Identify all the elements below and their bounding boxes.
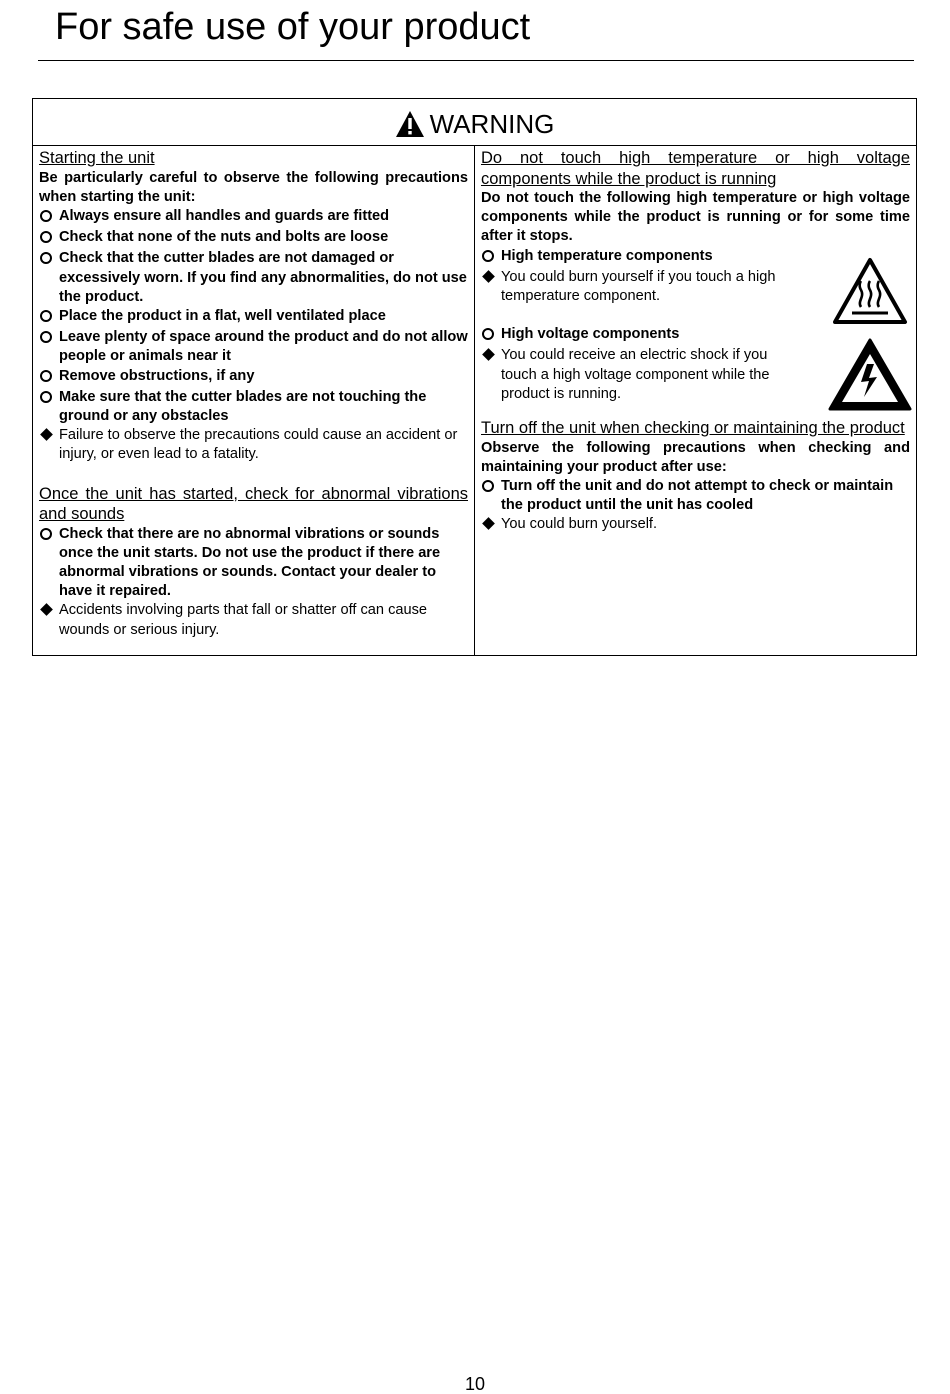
note-item: You could burn yourself.: [481, 515, 910, 534]
circle-bullet-icon: [482, 328, 494, 340]
list-item: Leave plenty of space around the product and do not allow people or animals near it: [39, 328, 468, 366]
note-item: You could receive an electric shock if you touch a high voltage component while the product is running.: [481, 346, 801, 404]
warning-header: [33, 99, 916, 146]
diamond-bullet-icon: [40, 428, 53, 441]
circle-bullet-icon: [482, 480, 494, 492]
list-item: Turn off the unit and do not attempt to check or maintain the product until the unit has cooled: [481, 477, 910, 515]
diamond-bullet-icon: [482, 349, 495, 362]
section-intro: Do not touch the following high temperature or high voltage components while the product is running or for some time after it stops.: [481, 190, 910, 245]
section-heading-starting: Starting the unit: [39, 149, 155, 167]
title-divider: [38, 60, 914, 61]
diamond-bullet-icon: [482, 270, 495, 283]
diamond-bullet-icon: [40, 603, 53, 616]
note-item: Accidents involving parts that fall or shatter off can cause wounds or serious injury.: [39, 601, 468, 639]
hot-surface-icon: [832, 257, 908, 325]
list-item: Check that there are no abnormal vibrations or sounds once the unit starts. Do not use the product if there are abnormal vibrations or sounds. Contact your dealer to have it repaired.: [39, 525, 468, 602]
note-item: Failure to observe the precautions could cause an accident or injury, or even lead to a fatality.: [39, 426, 468, 464]
section-intro: Observe the following precautions when checking and maintaining your product after use:: [481, 439, 910, 475]
section-heading-vibrations: Once the unit has started, check for abnormal vibrations and sounds: [39, 484, 468, 524]
left-column: [33, 146, 475, 656]
list-item: Make sure that the cutter blades are not touching the ground or any obstacles: [39, 388, 468, 426]
circle-bullet-icon: [40, 310, 52, 322]
list-item: Always ensure all handles and guards are fitted: [39, 207, 468, 228]
list-item: Check that the cutter blades are not damaged or excessively worn. If you find any abnormalities, do not use the product.: [39, 249, 468, 307]
section-intro: Be particularly careful to observe the following precautions when starting the unit:: [39, 169, 468, 205]
note-item: You could burn yourself if you touch a high temperature component.: [481, 268, 801, 306]
circle-bullet-icon: [40, 210, 52, 222]
circle-bullet-icon: [40, 391, 52, 403]
page-title: For safe use of your product: [55, 6, 531, 48]
circle-bullet-icon: [40, 252, 52, 264]
warning-triangle-icon: [395, 110, 425, 138]
section-heading-do-not-touch: Do not touch high temperature or high voltage components while the product is running: [481, 149, 910, 188]
circle-bullet-icon: [482, 250, 494, 262]
diamond-bullet-icon: [482, 517, 495, 530]
warning-box: [32, 98, 917, 656]
section-heading-turn-off: Turn off the unit when checking or maintaining the product: [481, 419, 905, 438]
circle-bullet-icon: [40, 370, 52, 382]
list-item: Place the product in a flat, well ventilated place: [39, 307, 468, 328]
warning-label: WARNING: [429, 109, 555, 139]
circle-bullet-icon: [40, 528, 52, 540]
circle-bullet-icon: [40, 231, 52, 243]
high-voltage-icon: [827, 337, 913, 413]
list-item: Remove obstructions, if any: [39, 367, 468, 388]
page-number: 10: [464, 1374, 486, 1394]
list-item: High temperature components: [481, 247, 910, 268]
right-column: [475, 146, 916, 656]
list-item: High voltage components: [481, 325, 910, 346]
list-item: Check that none of the nuts and bolts are loose: [39, 228, 468, 249]
circle-bullet-icon: [40, 331, 52, 343]
